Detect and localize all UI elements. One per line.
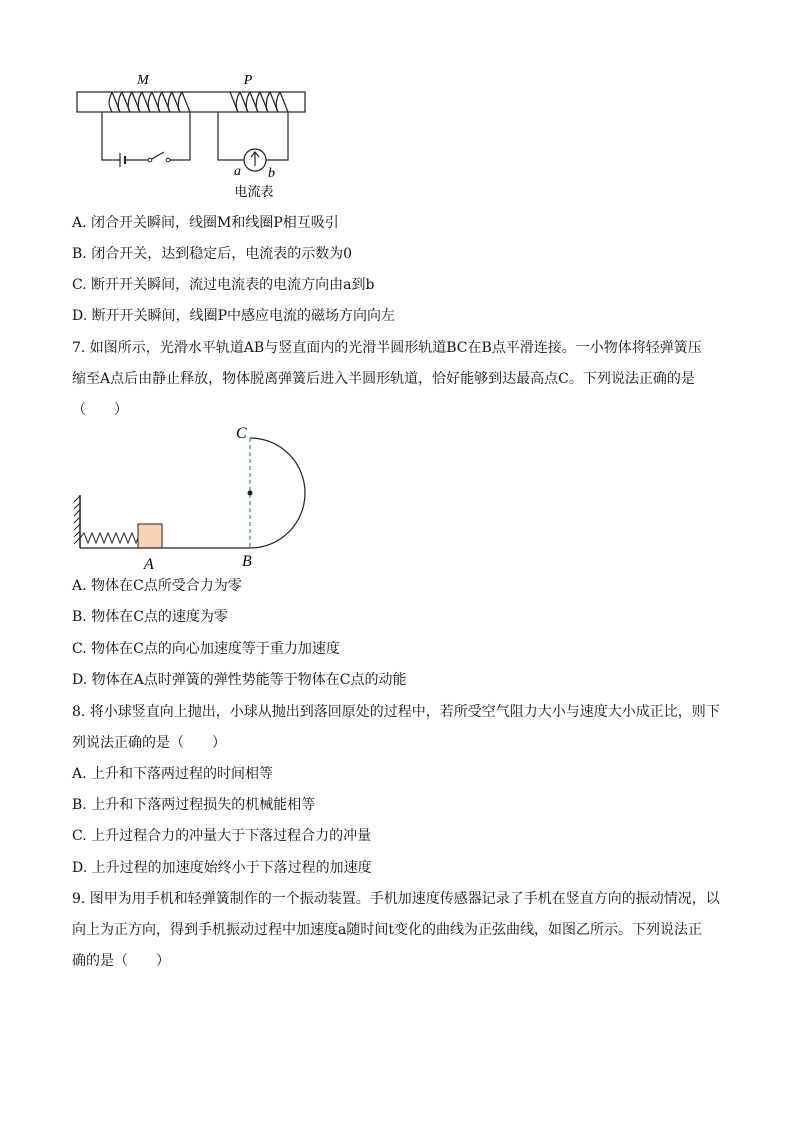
q8-stem-line1: 8. 将小球竖直向上抛出，小球从抛出到落回原处的过程中，若所受空气阻力大小与速度大小成正比，则下 [72, 704, 720, 720]
center-dot [248, 491, 253, 496]
q6-option-c: C. 断开开关瞬间，流过电流表的电流方向由a到b [72, 277, 375, 293]
q8-option-c: C. 上升过程合力的冲量大于下落过程合力的冲量 [72, 828, 372, 844]
coil-circuit-diagram [70, 68, 320, 203]
block [138, 524, 162, 548]
q7-option-b: B. 物体在C点的速度为零 [72, 609, 228, 625]
spring [80, 533, 138, 543]
q9-stem-line3: 确的是（ ） [72, 953, 170, 969]
q8-option-b: B. 上升和下落两过程损失的机械能相等 [72, 797, 316, 813]
q8-option-d: D. 上升过程的加速度始终小于下落过程的加速度 [72, 860, 372, 876]
q7-option-a: A. 物体在C点所受合力为零 [72, 578, 242, 594]
label-b: b [268, 166, 275, 181]
label-a: a [234, 164, 241, 179]
semicircle-track [250, 438, 305, 548]
track-diagram [70, 420, 320, 575]
label-b-point: B [242, 553, 252, 570]
label-a-point: A [144, 556, 154, 573]
label-m: M [137, 73, 149, 88]
coil-circuit-figure [70, 68, 320, 203]
q7-option-c: C. 物体在C点的向心加速度等于重力加速度 [72, 641, 340, 657]
coil-m [109, 92, 190, 112]
coil-p [230, 92, 288, 112]
q9-stem-line1: 9. 图甲为用手机和轻弹簧制作的一个振动装置。手机加速度传感器记录了手机在竖直方向的振动情况，以 [72, 891, 720, 907]
q8-option-a: A. 上升和下落两过程的时间相等 [72, 766, 274, 782]
q6-option-b: B. 闭合开关，达到稳定后，电流表的示数为0 [72, 246, 353, 262]
q7-stem-line1: 7. 如图所示，光滑水平轨道AB与竖直面内的光滑半圆形轨道BC在B点平滑连接。一小物体将轻弹簧压 [72, 340, 702, 356]
q6-option-a: A. 闭合开关瞬间，线圈M和线圈P相互吸引 [72, 215, 339, 231]
q7-option-d: D. 物体在A点时弹簧的弹性势能等于物体在C点的动能 [72, 672, 407, 688]
q7-stem-line2: 缩至A点后由静止释放，物体脱离弹簧后进入半圆形轨道，恰好能够到达最高点C。下列说法正确的是 [72, 371, 695, 387]
q8-stem-line2: 列说法正确的是（ ） [72, 735, 226, 751]
track-figure [70, 420, 320, 575]
label-p: P [243, 73, 253, 88]
q6-option-d: D. 断开开关瞬间，线圈P中感应电流的磁场方向向左 [72, 308, 396, 324]
label-c: C [236, 425, 247, 442]
ammeter-caption: 电流表 [234, 185, 274, 200]
q7-stem-line3: （ ） [72, 402, 128, 418]
q9-stem-line2: 向上为正方向，得到手机振动过程中加速度a随时间t变化的曲线为正弦曲线，如图乙所示。下列说法正 [72, 922, 702, 938]
